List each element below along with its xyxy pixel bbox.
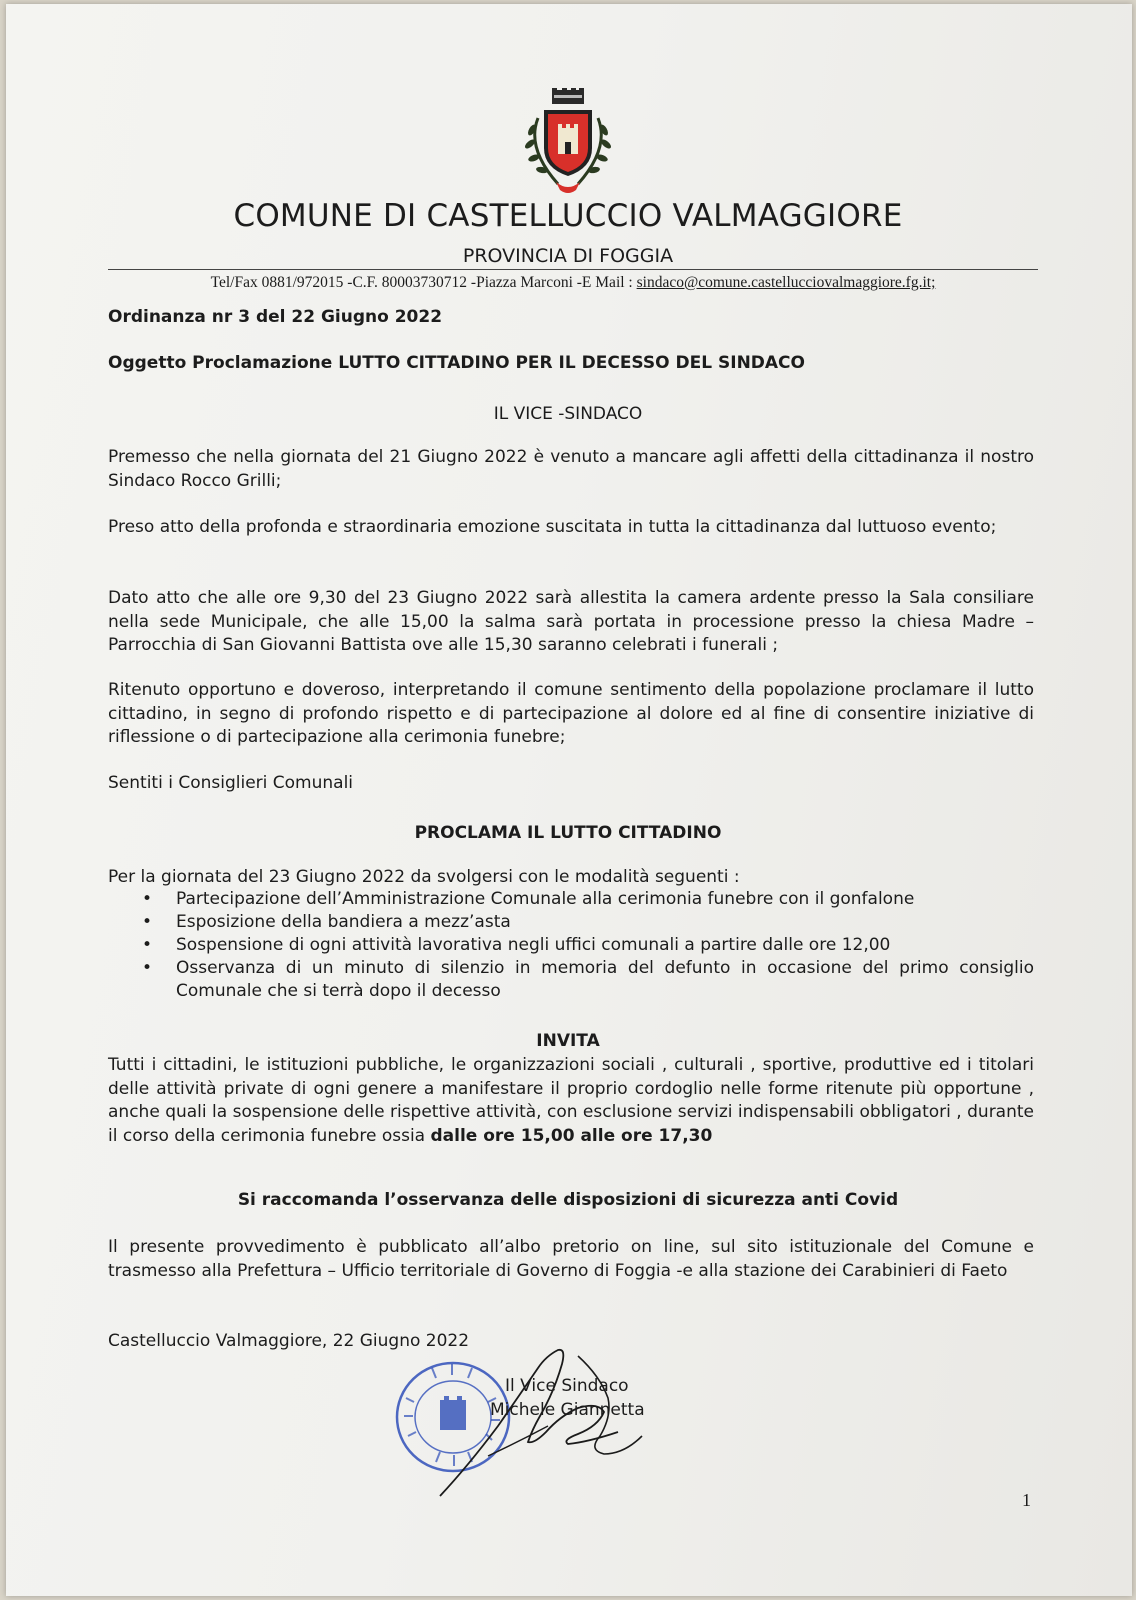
ordinance-subject bbox=[108, 352, 805, 376]
subject-text: LUTTO CITTADINO PER IL DECESSO DEL SINDACO bbox=[338, 353, 805, 373]
publication-paragraph: Il presente provvedimento è pubblicato all’albo pretorio on line, sul sito istituzionale del Comune e trasmesso alla Prefettura – Ufficio territoriale di Governo di Foggia -e alla stazione dei Carabinieri di Faeto bbox=[108, 1237, 1034, 1281]
invitation-paragraph bbox=[108, 1054, 1034, 1148]
ordinance-number: Ordinanza nr 3 del 22 Giugno 2022 bbox=[108, 307, 443, 327]
premise-paragraph: Premesso che nella giornata del 21 Giugno 2022 è venuto a mancare agli affetti della cittadinanza il nostro Sindaco Rocco Grilli; bbox=[108, 447, 1034, 491]
covid-notice: Si raccomanda l’osservanza delle disposizioni di sicurezza anti Covid bbox=[237, 1190, 899, 1210]
invitation-text: Tutti i cittadini, le istituzioni pubbliche, le organizzazioni sociali , culturali , sportive, produttive ed i titolari delle attività private di ogni genere a manifestare il proprio cordoglio nelle forme ritenute più opportune , anche quali la sospensione delle rispettive attività, con esclusione servizi indispensabili obbligatori , durante il corso della cerimonia funebre ossia bbox=[108, 1055, 1034, 1146]
signatory-name: Michele Giannetta bbox=[490, 1400, 645, 1420]
proclamation-intro: Per la giornata del 23 Giugno 2022 da svolgersi con le modalità seguenti : bbox=[108, 867, 740, 887]
municipality-name: COMUNE DI CASTELLUCCIO VALMAGGIORE bbox=[233, 198, 903, 234]
handwritten-signature bbox=[428, 1346, 658, 1506]
header-divider bbox=[108, 269, 1038, 270]
invitation-time: dalle ore 15,00 alle ore 17,30 bbox=[430, 1125, 713, 1146]
coat-of-arms-logo bbox=[518, 88, 618, 198]
page-number: 1 bbox=[1022, 1490, 1031, 1510]
premise-paragraph: Sentiti i Consiglieri Comunali bbox=[108, 773, 354, 793]
list-item: • Partecipazione dell’Amministrazione Comunale alla cerimonia funebre con il gonfalone bbox=[176, 888, 1034, 911]
subject-label: Oggetto Proclamazione bbox=[108, 353, 339, 373]
proclamation-heading: PROCLAMA IL LUTTO CITTADINO bbox=[414, 823, 722, 843]
premise-paragraph: Dato atto che alle ore 9,30 del 23 Giugno 2022 sarà allestita la camera ardente presso la Sala consiliare nella sede Municipale, che alle 15,00 la salma sarà portata in processione presso la chiesa Madre – Parrocchia di San Giovanni Battista ove alle 15,30 saranno celebrati i funerali ; bbox=[108, 588, 1034, 655]
place-date: Castelluccio Valmaggiore, 22 Giugno 2022 bbox=[108, 1331, 470, 1351]
province-name: PROVINCIA DI FOGGIA bbox=[462, 245, 674, 267]
list-item: • Sospensione di ogni attività lavorativa negli uffici comunali a partire dalle ore 12,00 bbox=[176, 934, 1034, 957]
premise-paragraph: Preso atto della profonda e straordinaria emozione suscitata in tutta la cittadinanza dal luttuoso evento; bbox=[108, 517, 997, 537]
contact-details: Tel/Fax 0881/972015 -C.F. 80003730712 -Piazza Marconi -E Mail : bbox=[210, 274, 637, 291]
issuer-title: IL VICE -SINDACO bbox=[493, 404, 643, 424]
contact-email: sindaco@comune.castellucciovalmaggiore.fg.it; bbox=[636, 274, 936, 291]
contact-line bbox=[108, 274, 1038, 292]
list-item: • Esposizione della bandiera a mezz’asta bbox=[176, 911, 1034, 934]
signatory-role: Il Vice Sindaco bbox=[505, 1376, 629, 1396]
measures-list bbox=[108, 888, 1034, 1003]
invitation-heading: INVITA bbox=[536, 1031, 600, 1051]
premise-paragraph: Ritenuto opportuno e doveroso, interpretando il comune sentimento della popolazione proclamare il lutto cittadino, in segno di profondo rispetto e di partecipazione al dolore ed al fine di consentire iniziative di riflessione o di partecipazione alla cerimonia funebre; bbox=[108, 680, 1034, 747]
list-item: • Osservanza di un minuto di silenzio in memoria del defunto in occasione del primo consiglio Comunale che si terrà dopo il decesso bbox=[176, 957, 1034, 1003]
